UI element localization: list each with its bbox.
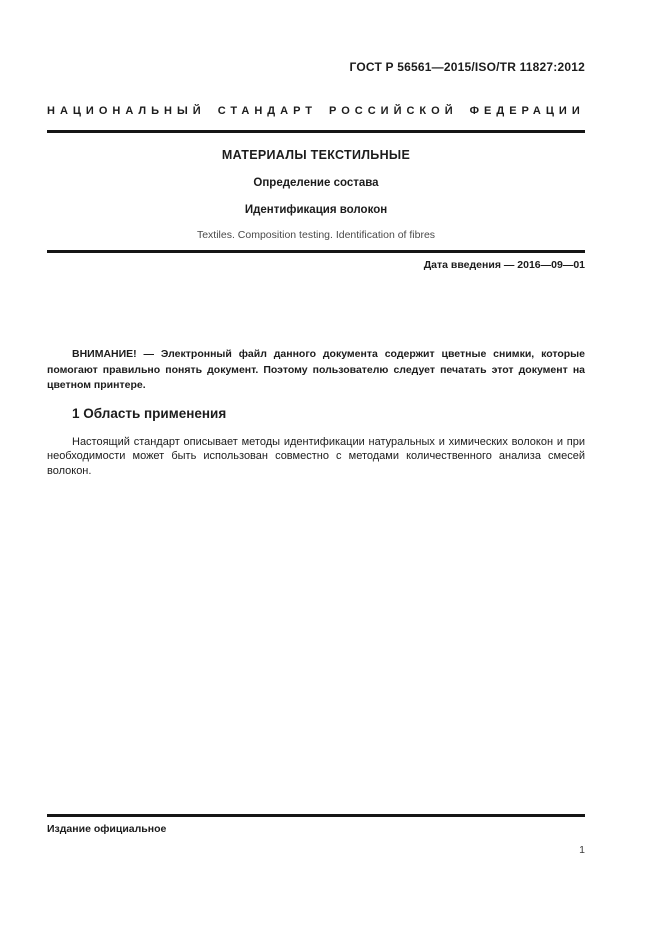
page-content [47, 0, 585, 478]
attention-paragraph: ВНИМАНИЕ! — Электронный файл данного документа содержит цветные снимки, которые помогают правильно понять документ. Поэтому пользователю следует печатать этот документ на цветном принтере. [47, 348, 585, 391]
edition-label: Издание официальное [47, 823, 167, 835]
doc-code: ГОСТ Р 56561—2015/ISO/TR 11827:2012 [349, 60, 585, 74]
national-standard-heading: НАЦИОНАЛЬНЫЙ СТАНДАРТ РОССИЙСКОЙ ФЕДЕРАЦИИ [47, 105, 585, 117]
divider-rule-header [47, 130, 585, 133]
page-number: 1 [579, 844, 585, 856]
title-subtitle-composition: Определение состава [253, 177, 379, 189]
title-english: Textiles. Composition testing. Identification of fibres [196, 229, 436, 241]
section-1-paragraph: Настоящий стандарт описывает методы идентификации натуральных и химических волокон и при необходимости может быть использован совместно с методами количественного анализа смесей волокон. [47, 435, 585, 477]
divider-rule-title-block [47, 250, 585, 253]
footer-rule [47, 814, 585, 817]
section-1-heading: 1 Область применения [72, 405, 227, 421]
effective-date: Дата введения — 2016—09—01 [423, 259, 585, 271]
title-subtitle-identification: Идентификация волокон [244, 204, 388, 216]
title-main: МАТЕРИАЛЫ ТЕКСТИЛЬНЫЕ [221, 148, 411, 162]
